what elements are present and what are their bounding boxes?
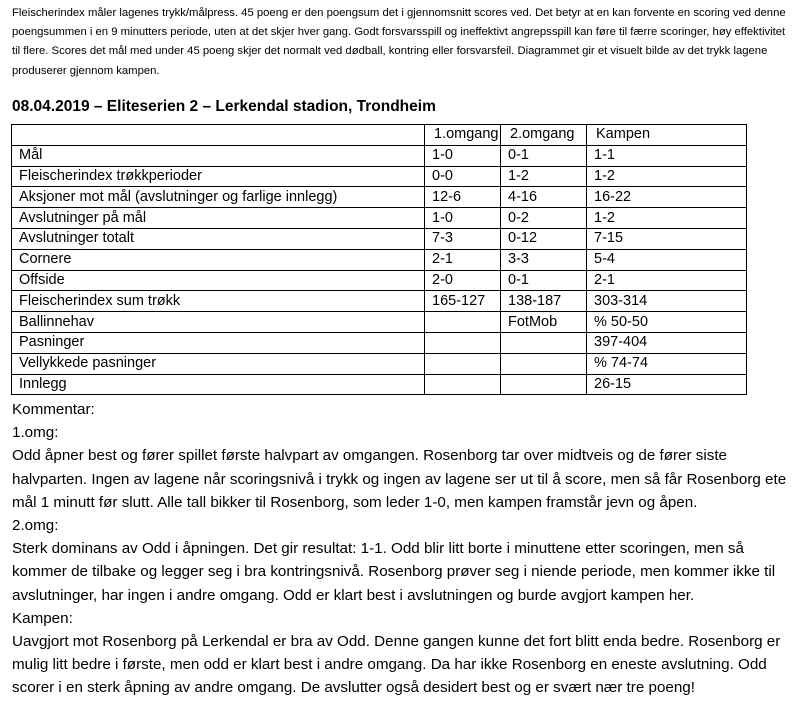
match-total-value: 1-2 xyxy=(587,166,747,187)
table-row xyxy=(12,270,747,291)
table-row xyxy=(12,374,747,395)
second-half-value xyxy=(501,332,587,353)
row-label: Fleischerindex sum trøkk xyxy=(12,291,425,312)
row-label: Pasninger xyxy=(12,332,425,353)
match-total-value: 26-15 xyxy=(587,374,747,395)
match-total-value: 5-4 xyxy=(587,249,747,270)
first-half-value: 7-3 xyxy=(425,228,501,249)
first-half-value: 2-0 xyxy=(425,270,501,291)
table-row xyxy=(12,187,747,208)
second-half-value: 0-12 xyxy=(501,228,587,249)
second-half-value: 3-3 xyxy=(501,249,587,270)
commentary-section xyxy=(12,398,788,700)
first-half-value: 12-6 xyxy=(425,187,501,208)
commentary-heading: Kommentar: xyxy=(12,401,95,418)
match-total-value: 1-2 xyxy=(587,208,747,229)
row-label: Avslutninger på mål xyxy=(12,208,425,229)
match-summary-text: Uavgjort mot Rosenborg på Lerkendal er bra av Odd. Denne gangen kunne det fort blitt enda bedre. Rosenborg er mulig litt bedre i første, men odd er klart best i andre omgang. Da har ikke Rosenborg en eneste avslutning. Odd scorer i en sterk åpning av andre omgang. De avslutter også desidert best og er svært nær tre poeng! xyxy=(12,633,781,697)
row-label: Fleischerindex trøkkperioder xyxy=(12,166,425,187)
row-label: Vellykkede pasninger xyxy=(12,353,425,374)
second-half-value: 1-2 xyxy=(501,166,587,187)
row-label: Mål xyxy=(12,145,425,166)
table-row xyxy=(12,228,747,249)
table-row xyxy=(12,353,747,374)
second-half-value: 0-1 xyxy=(501,145,587,166)
row-label: Aksjoner mot mål (avslutninger og farlige innlegg) xyxy=(12,187,425,208)
match-total-value: 16-22 xyxy=(587,187,747,208)
first-half-value: 165-127 xyxy=(425,291,501,312)
second-half-value: FotMob xyxy=(501,312,587,333)
first-half-value: 0-0 xyxy=(425,166,501,187)
half1-label: 1.omg: xyxy=(12,424,59,442)
first-half-value xyxy=(425,353,501,374)
header-second-half: 2.omgang xyxy=(501,125,587,146)
row-label: Innlegg xyxy=(12,374,425,395)
row-label: Avslutninger totalt xyxy=(12,228,425,249)
second-half-value: 0-2 xyxy=(501,208,587,229)
table-row xyxy=(12,332,747,353)
row-label: Offside xyxy=(12,270,425,291)
second-half-value: 4-16 xyxy=(501,187,587,208)
first-half-value xyxy=(425,312,501,333)
first-half-value: 1-0 xyxy=(425,208,501,229)
match-total-value: % 50-50 xyxy=(587,312,747,333)
match-summary-label: Kampen: xyxy=(12,609,73,627)
half2-text: Sterk dominans av Odd i åpningen. Det gir resultat: 1-1. Odd blir litt borte i minuttene etter scoringen, men så kommer de tilbake og legger seg i bra kontringsnivå. Rosenborg prøver seg i niende periode, men kommer ikke til avslutninger, har ingen i andre omgang. Odd er klart best i avslutningen og burde avgjort kampen her. xyxy=(12,540,776,604)
match-total-value: 7-15 xyxy=(587,228,747,249)
stats-table-body xyxy=(12,125,747,395)
half1-text: Odd åpner best og fører spillet første halvpart av omgangen. Rosenborg tar over midtveis og de fører siste halvparten. Ingen av lagene når scoringsnivå i trykk og ingen av lagene ser ut til å score, men så får Rosenborg ete mål 1 minutt før slutt. Alle tall bikker til Rosenborg, som leder 1-0, men kampen framstår jevn og åpen. xyxy=(12,447,787,511)
header-blank xyxy=(12,125,425,146)
header-match: Kampen xyxy=(587,125,747,146)
first-half-value xyxy=(425,374,501,395)
table-row xyxy=(12,312,747,333)
row-label: Ballinnehav xyxy=(12,312,425,333)
match-title: 08.04.2019 – Eliteserien 2 – Lerkendal stadion, Trondheim xyxy=(12,98,436,115)
table-row xyxy=(12,249,747,270)
row-label: Cornere xyxy=(12,249,425,270)
first-half-value: 2-1 xyxy=(425,249,501,270)
header-first-half: 1.omgang xyxy=(425,125,501,146)
second-half-value: 0-1 xyxy=(501,270,587,291)
table-row xyxy=(12,208,747,229)
first-half-value: 1-0 xyxy=(425,145,501,166)
table-row xyxy=(12,145,747,166)
match-total-value: % 74-74 xyxy=(587,353,747,374)
table-header-row xyxy=(12,125,747,146)
stats-table xyxy=(11,124,747,395)
table-row xyxy=(12,291,747,312)
half2-label: 2.omg: xyxy=(12,517,59,535)
second-half-value xyxy=(501,353,587,374)
first-half-value xyxy=(425,332,501,353)
match-total-value: 303-314 xyxy=(587,291,747,312)
second-half-value xyxy=(501,374,587,395)
intro-paragraph: Fleischerindex måler lagenes trykk/målpress. 45 poeng er den poengsum det i gjennomsnitt scores ved. Det betyr at en kan forvente en scoring ved denne poengsummen i en 9 minutters periode, uten at det skjer hver gang. Godt forsvarsspill og ineffektivt angrepsspill kan føre til færre scoringer, høy effektivitet til flere. Scores det mål med under 45 poeng skjer det normalt ved dødball, kontring eller forsvarsfeil. Diagrammet gir et visuelt bilde av det trykk lagene produserer gjennom kampen. xyxy=(12,7,786,77)
match-total-value: 397-404 xyxy=(587,332,747,353)
match-total-value: 2-1 xyxy=(587,270,747,291)
second-half-value: 138-187 xyxy=(501,291,587,312)
table-row xyxy=(12,166,747,187)
match-total-value: 1-1 xyxy=(587,145,747,166)
